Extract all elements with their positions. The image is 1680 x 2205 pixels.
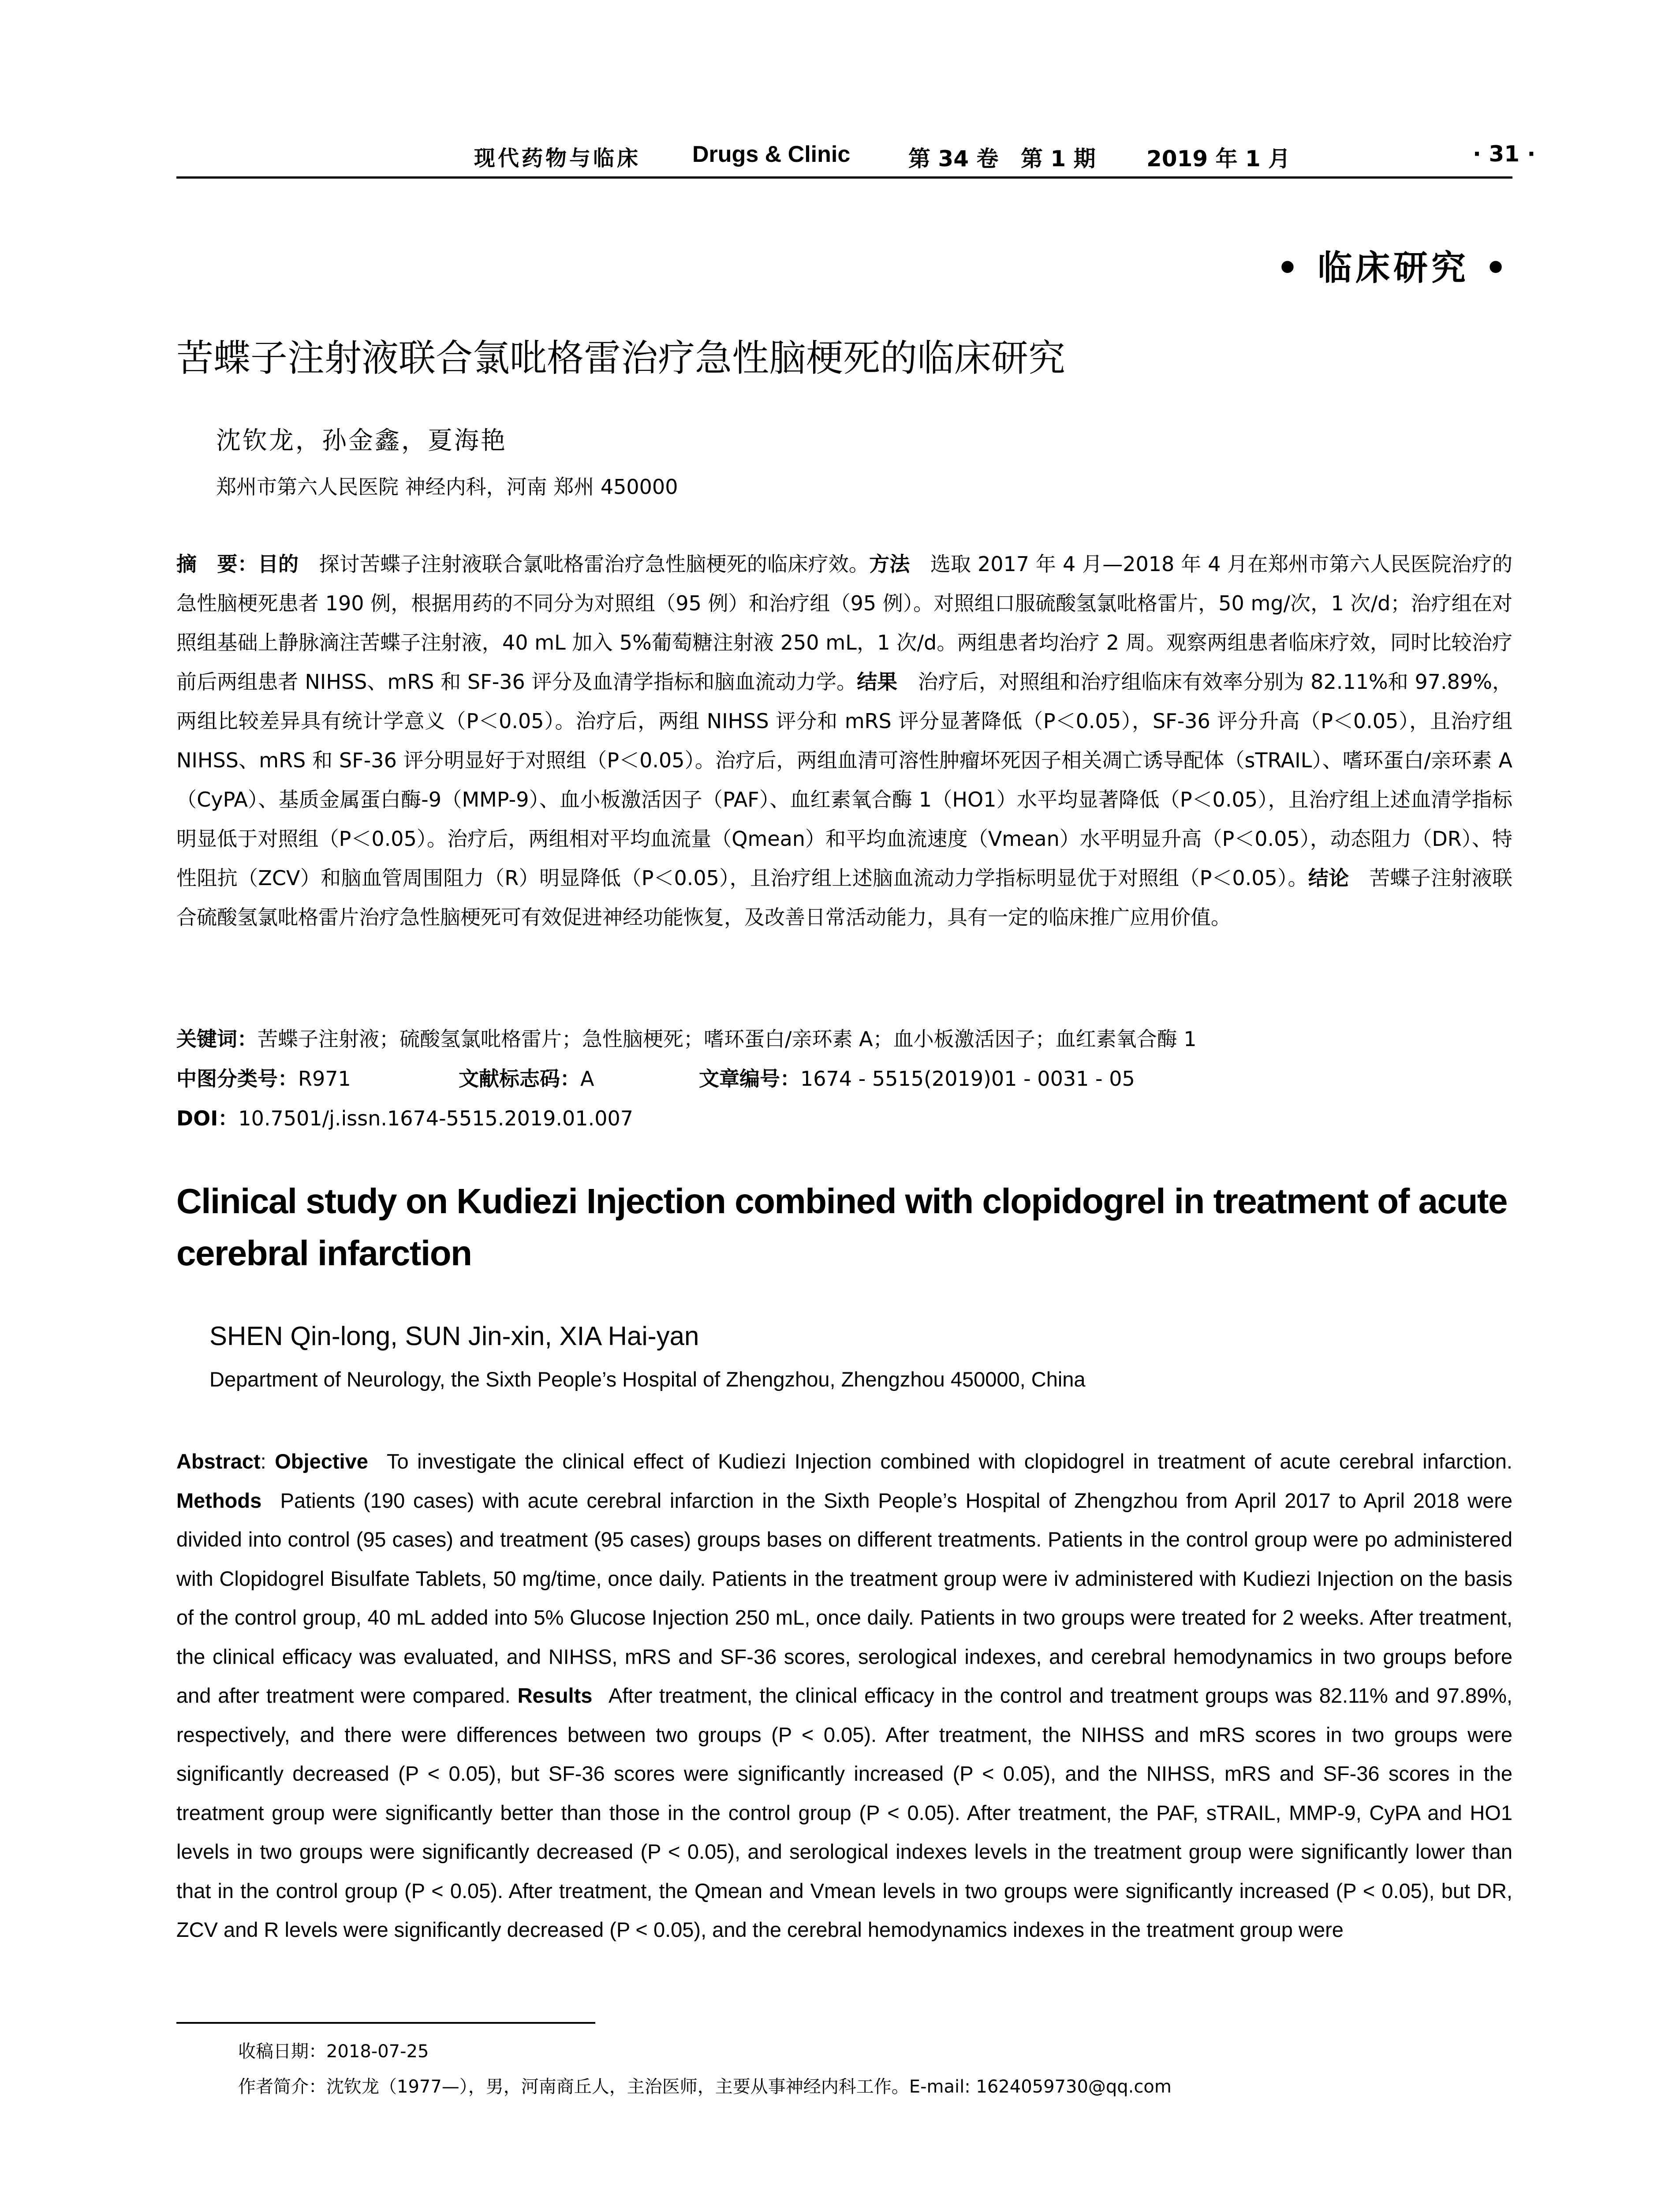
keywords-label: 关键词： <box>176 1027 258 1051</box>
methods-en: Patients (190 cases) with acute cerebral infarction in the Sixth People’s Hospital of Zhengzhou from April 2017 to April 2018 were divided into control (95 cases) and treatment (95 cases) groups bases on different treatments. Patients in the control group were po administered with Clopidogrel Bisulfate Tablets, 50 mg/time, once daily. Patients in the treatment group were iv administered with Kudiezi Injection on the basis of the control group, 40 mL added into 5% Glucose Injection 250 mL, once daily. Patients in two groups were treated for 2 weeks. After treatment, the clinical efficacy was evaluated, and NIHSS, mRS and SF-36 scores, serological indexes, and cerebral hemodynamics in two groups before and after treatment were compared. <box>176 1488 1513 1707</box>
received-label: 收稿日期： <box>238 2041 326 2062</box>
objective-label-cn: 目的 <box>258 552 299 576</box>
clc-label: 中图分类号： <box>176 1067 298 1091</box>
abstract-label-cn: 摘 要： <box>176 552 258 576</box>
volume: 第 34 卷 <box>908 146 999 172</box>
article-label: 文章编号： <box>699 1067 800 1091</box>
journal-name-cn: 现代药物与临床 <box>474 146 641 171</box>
authors-cn: 沈钦龙，孙金鑫，夏海艳 <box>216 426 507 455</box>
keywords-cn <box>176 1023 1196 1052</box>
results-en: After treatment, the clinical efficacy in the control and treatment groups was 82.11% and 97.89%, respectively, and there were differences between two groups (P < 0.05). After treatment, the NIHSS and mRS scores in two groups were significantly decreased (P < 0.05), but SF-36 scores were significantly increased (P < 0.05), and the NIHSS, mRS and SF-36 scores in the treatment group were significantly better than those in the control group (P < 0.05). After treatment, the PAF, sTRAIL, MMP-9, CyPA and HO1 levels in two groups were significantly decreased (P < 0.05), and serological indexes levels in the treatment group were significantly lower than that in the control group (P < 0.05). After treatment, the Qmean and Vmean levels in two groups were significantly increased (P < 0.05), but DR, ZCV and R levels were significantly decreased (P < 0.05), and the cerebral hemodynamics indexes in the treatment group were <box>176 1684 1512 1941</box>
classification-line <box>176 1063 351 1092</box>
abstract-cn <box>176 545 1512 937</box>
methods-label-cn: 方法 <box>869 552 910 576</box>
affiliation-en: Department of Neurology, the Sixth People’s Hospital of Zhengzhou, Zhengzhou 450000, China <box>209 1368 1086 1391</box>
page-number: · 31 · <box>1473 141 1536 167</box>
received-date <box>238 2037 429 2063</box>
clc-value: R971 <box>298 1067 351 1091</box>
results-label-cn: 结果 <box>857 670 898 694</box>
affiliation-cn: 郑州市第六人民医院 神经内科，河南 郑州 450000 <box>216 475 678 499</box>
document-code <box>459 1063 594 1092</box>
author-bio-text: 沈钦龙（1977—），男，河南商丘人，主治医师，主要从事神经内科工作。E-mail: 1624059730@qq.com <box>326 2077 1172 2097</box>
header-rule <box>176 176 1512 179</box>
objective-cn: 探讨苦蝶子注射液联合氯吡格雷治疗急性脑梗死的临床疗效。 <box>319 552 870 576</box>
authors-en: SHEN Qin-long, SUN Jin-xin, XIA Hai-yan <box>209 1321 699 1351</box>
doc-value: A <box>580 1067 594 1091</box>
issue: 第 1 期 <box>1021 146 1096 172</box>
author-bio <box>238 2073 1172 2098</box>
title-cn: 苦蝶子注射液联合氯吡格雷治疗急性脑梗死的临床研究 <box>176 336 1066 380</box>
doi-value: 10.7501/j.issn.1674-5515.2019.01.007 <box>238 1106 634 1130</box>
doi <box>176 1102 633 1132</box>
conclusion-label-cn: 结论 <box>1308 866 1349 890</box>
results-cn: 治疗后，对照组和治疗组临床有效率分别为 82.11%和 97.89%，两组比较差异具有统计学意义（P＜0.05）。治疗后，两组 NIHSS 评分和 mRS 评分显著降低（P＜0.05），SF-36 评分升高（P＜0.05），且治疗组 NIHSS、mRS 和 SF-36 评分明显好于对照组（P＜0.05）。治疗后，两组血清可溶性肿瘤坏死因子相关凋亡诱导配体（sTRAIL）、嗜环蛋白/亲环素 A（CyPA）、基质金属蛋白酶-9（MMP-9）、血小板激活因子（PAF）、血红素氧合酶 1（HO1）水平均显著降低（P＜0.05），且治疗组上述血清学指标明显低于对照组（P＜0.05）。治疗后，两组相对平均血流量（Qmean）和平均血流速度（Vmean）水平明显升高（P＜0.05），动态阻力（DR）、特性阻抗（ZCV）和脑血管周围阻力（R）明显降低（P＜0.05），且治疗组上述脑血流动力学指标明显优于对照组（P＜0.05）。 <box>176 670 1513 890</box>
conclusion-cn: 苦蝶子注射液联合硫酸氢氯吡格雷片治疗急性脑梗死可有效促进神经功能恢复，及改善日常活动能力，具有一定的临床推广应用价值。 <box>176 866 1513 929</box>
methods-cn: 选取 2017 年 4 月—2018 年 4 月在郑州市第六人民医院治疗的急性脑梗死患者 190 例，根据用药的不同分为对照组（95 例）和治疗组（95 例）。对照组口服硫酸氢氯吡格雷片，50 mg/次，1 次/d；治疗组在对照组基础上静脉滴注苦蝶子注射液，40 mL 加入 5%葡萄糖注射液 250 mL，1 次/d。两组患者均治疗 2 周。观察两组患者临床疗效，同时比较治疗前后两组患者 NIHSS、mRS 和 SF-36 评分及血清学指标和脑血流动力学。 <box>176 552 1513 694</box>
results-label-en: Results <box>517 1684 593 1707</box>
abstract-en: Abstract: Objective To investigate the clinical effect of Kudiezi Injection combined with clopidogrel in treatment of acute cerebral infarction. Methods Patients (190 cases) with acute cerebral infarction in the Sixth People’s Hospital of Zhengzhou from April 2017 to April 2018 were divided into control (95 cases) and treatment (95 cases) groups bases on different treatments. Patients in the control group were po administered with Clopidogrel Bisulfate Tablets, 50 mg/time, once daily. Patients in the treatment group were iv administered with Kudiezi Injection on the basis of the control group, 40 mL added into 5% Glucose Injection 250 mL, once daily. Patients in two groups were treated for 2 weeks. After treatment, the clinical efficacy was evaluated, and NIHSS, mRS and SF-36 scores, serological indexes, and cerebral hemodynamics in two groups before and after treatment were compared. Results After treatment, the clinical efficacy in the control and treatment groups was 82.11% and 97.89%, respectively, and there were differences between two groups (P < 0.05). After treatment, the NIHSS and mRS scores in two groups were significantly decreased (P < 0.05), but SF-36 scores were significantly increased (P < 0.05), and the NIHSS, mRS and SF-36 scores in the treatment group were significantly better than those in the control group (P < 0.05). After treatment, the PAF, sTRAIL, MMP-9, CyPA and HO1 levels in two groups were significantly decreased (P < 0.05), and serological indexes levels in the treatment group were significantly lower than that in the control group (P < 0.05). After treatment, the Qmean and Vmean levels in two groups were significantly increased (P < 0.05), but DR, ZCV and R levels were significantly decreased (P < 0.05), and the cerebral hemodynamics indexes in the treatment group were <box>176 1450 1513 1941</box>
abstract-label-en: Abstract <box>176 1450 261 1473</box>
objective-en: To investigate the clinical effect of Kudiezi Injection combined with clopidogrel in treatment of acute cerebral infarction. <box>387 1450 1512 1473</box>
title-en: Clinical study on Kudiezi Injection combined with clopidogrel in treatment of acute cerebral infarction <box>176 1181 1507 1273</box>
objective-label-en: Objective <box>275 1450 368 1473</box>
journal-name-en: Drugs & Clinic <box>692 142 851 167</box>
received-value: 2018-07-25 <box>326 2041 429 2062</box>
doi-label: DOI： <box>176 1106 239 1130</box>
footnote-rule <box>176 2022 595 2024</box>
article-value: 1674 - 5515(2019)01 - 0031 - 05 <box>800 1067 1135 1091</box>
article-number <box>699 1063 1135 1092</box>
author-bio-label: 作者简介： <box>238 2077 326 2097</box>
doc-label: 文献标志码： <box>459 1067 580 1091</box>
methods-label-en: Methods <box>176 1488 262 1512</box>
section-label: • 临床研究 • <box>1277 248 1511 288</box>
issue-date: 2019 年 1 月 <box>1146 146 1291 172</box>
keywords-text: 苦蝶子注射液；硫酸氢氯吡格雷片；急性脑梗死；嗜环蛋白/亲环素 A；血小板激活因子；血红素氧合酶 1 <box>258 1027 1197 1051</box>
